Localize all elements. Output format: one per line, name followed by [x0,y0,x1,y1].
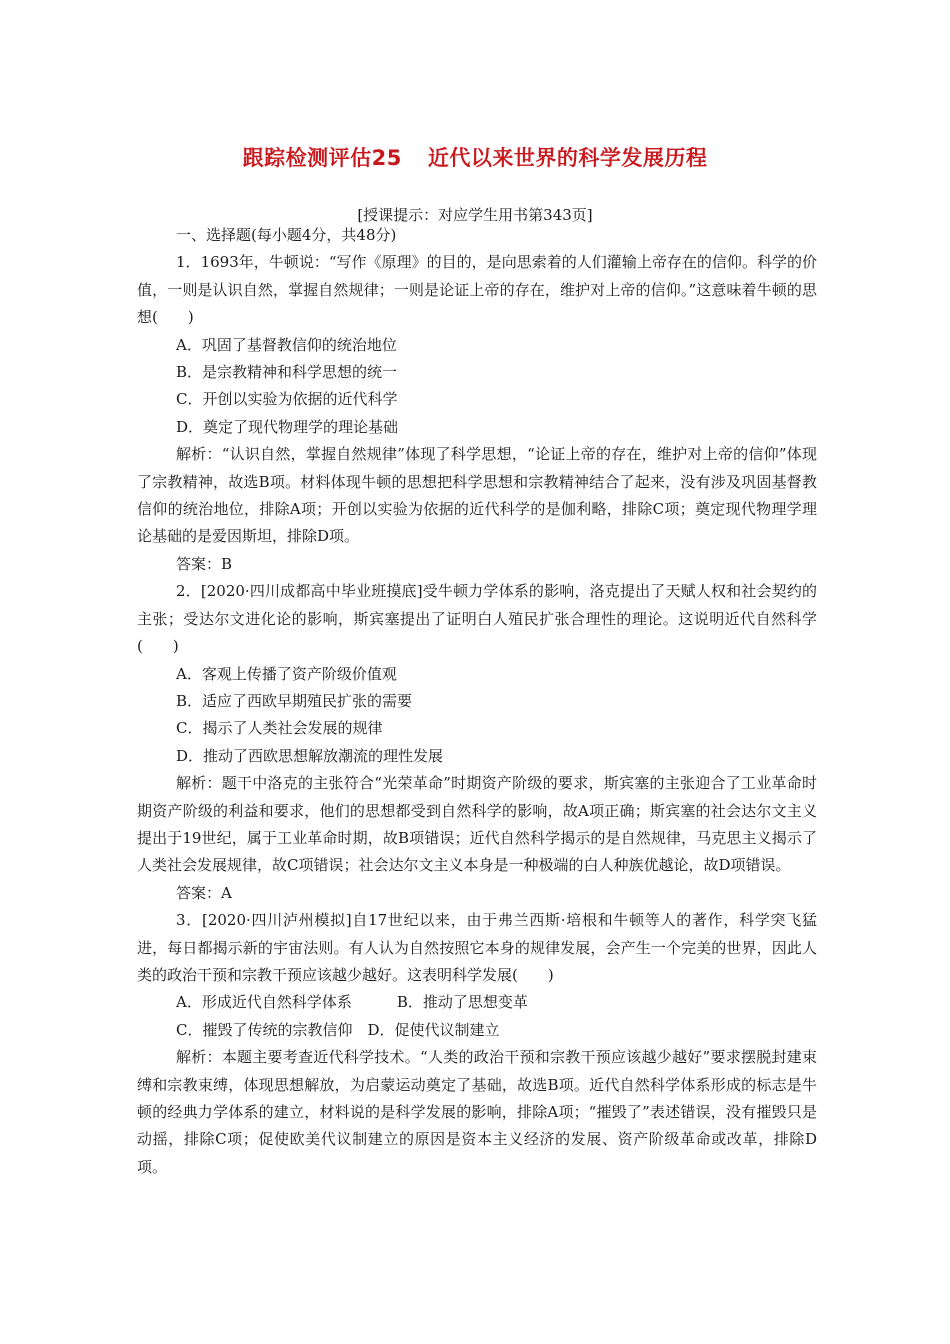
title-number: 跟踪检测评估25 [242,146,402,170]
title-topic: 近代以来世界的科学发展历程 [427,146,708,170]
question-1-stem: 1．1693年，牛顿说：“写作《原理》的目的，是向思索着的人们灌输上帝存在的信仰。科学的价值，一则是认识自然，掌握自然规律；一则是论证上帝的存在，维护对上帝的信仰。”这意味着牛顿的思想( ) [137,253,817,327]
question-2-option-b: B．适应了西欧早期殖民扩张的需要 [176,691,413,710]
question-2-analysis: 解析：题干中洛克的主张符合“光荣革命”时期资产阶级的要求，斯宾塞的主张迎合了工业革命时期资产阶级的利益和要求，他们的思想都受到自然科学的影响，故A项正确；斯宾塞的社会达尔文主义提出于19世纪，属于工业革命时期，故B项错误；近代自然科学揭示的是自然规律，马克思主义揭示了人类社会发展规律，故C项错误；社会达尔文主义本身是一种极端的白人种族优越论，故D项错误。 [137,774,817,875]
question-1-answer: 答案：B [176,554,233,573]
lesson-hint: [授课提示：对应学生用书第343页] [357,206,593,224]
question-1-option-b: B．是宗教精神和科学思想的统一 [176,363,398,382]
question-1-analysis: 解析：“认识自然，掌握自然规律”体现了科学思想，“论证上帝的存在，维护对上帝的信仰”体现了宗教精神，故选B项。材料体现牛顿的思想把科学思想和宗教精神结合了起来，没有涉及巩固基督教信仰的统治地位，排除A项；开创以实验为依据的近代科学的是伽利略，排除C项；奠定现代物理学理论基础的是爱因斯坦，排除D项。 [137,445,817,546]
question-2-answer: 答案：A [176,883,232,902]
question-1-option-d: D．奠定了现代物理学的理论基础 [176,417,399,436]
question-3-analysis: 解析：本题主要考查近代科学技术。“人类的政治干预和宗教干预应该越少越好”要求摆脱封建束缚和宗教束缚，体现思想解放，为启蒙运动奠定了基础，故选B项。近代自然科学体系形成的标志是牛顿的经典力学体系的建立，材料说的是科学发展的影响，排除A项；“摧毁了”表述错误，没有摧毁只是动摇，排除C项；促使欧美代议制建立的原因是资本主义经济的发展、资产阶级革命或改革，排除D项。 [137,1048,817,1176]
question-1-option-c: C．开创以实验为依据的近代科学 [176,390,398,409]
question-3-options-row-1: A．形成近代自然科学体系 B．推动了思想变革 [176,993,528,1012]
question-2-option-a: A．客观上传播了资产阶级价值观 [176,664,397,683]
question-2-stem: 2．[2020·四川成都高中毕业班摸底]受牛顿力学体系的影响，洛克提出了天赋人权和社会契约的主张；受达尔文进化论的影响，斯宾塞提出了证明白人殖民扩张合理性的理论。这说明近代自然科学( ) [137,582,817,656]
page-title [0,142,950,172]
question-2-option-c: C．揭示了人类社会发展的规律 [176,719,383,738]
question-3-stem: 3．[2020·四川泸州模拟]自17世纪以来，由于弗兰西斯·培根和牛顿等人的著作，科学突飞猛进，每日都揭示新的宇宙法则。有人认为自然按照它本身的规律发展，会产生一个完美的世界，因此人类的政治干预和宗教干预应该越少越好。这表明科学发展( ) [137,911,817,984]
question-2-option-d: D．推动了西欧思想解放潮流的理性发展 [176,746,444,765]
question-content [137,222,817,1181]
question-1-option-a: A．巩固了基督教信仰的统治地位 [176,335,397,354]
question-3-options-row-2: C．摧毁了传统的宗教信仰 D．促使代议制建立 [176,1020,500,1039]
section-heading: 一、选择题(每小题4分，共48分) [176,226,397,244]
